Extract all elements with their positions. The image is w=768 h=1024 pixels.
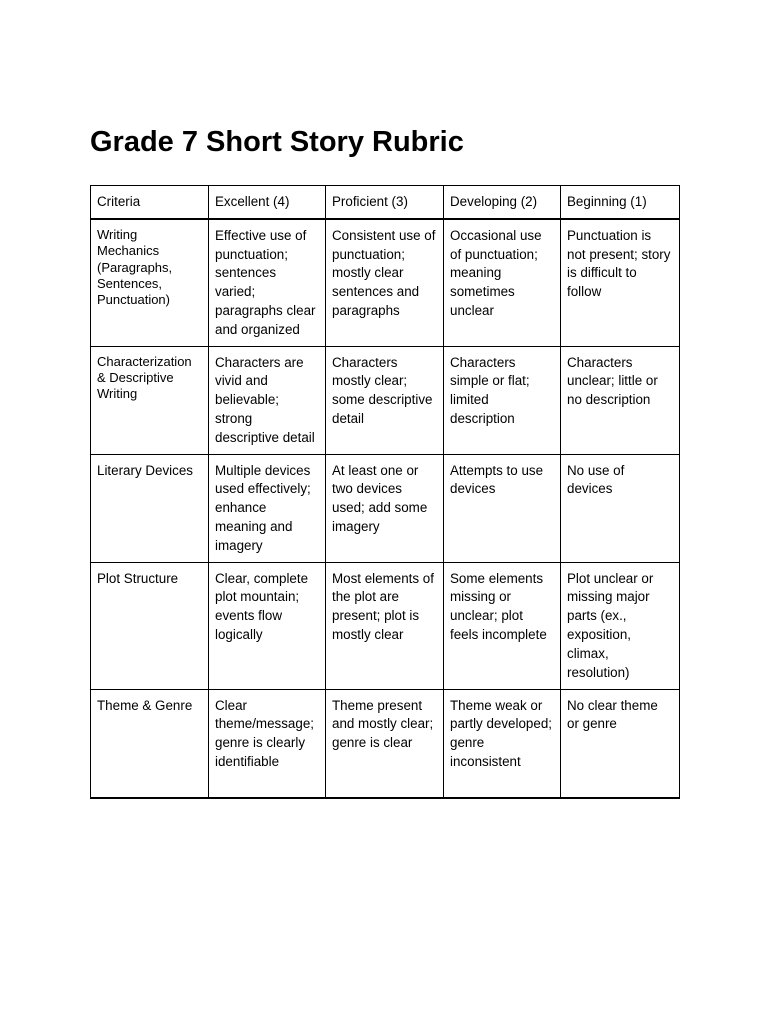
- header-developing: Developing (2): [444, 186, 561, 219]
- beginning-cell: Plot unclear or missing major parts (ex., exposition, climax, resolution): [561, 562, 680, 689]
- header-proficient: Proficient (3): [326, 186, 444, 219]
- excellent-cell: Effective use of punctuation; sentences varied; paragraphs clear and organized: [209, 219, 326, 346]
- rubric-table: [90, 185, 680, 799]
- criteria-cell: Literary Devices: [91, 454, 209, 562]
- criteria-cell: Characterization & Descriptive Writing: [91, 346, 209, 454]
- page-title: Grade 7 Short Story Rubric: [90, 126, 464, 158]
- excellent-cell: Clear, complete plot mountain; events flow logically: [209, 562, 326, 689]
- developing-cell: Some elements missing or unclear; plot feels incomplete: [444, 562, 561, 689]
- developing-cell: Theme weak or partly developed; genre inconsistent: [444, 689, 561, 798]
- developing-cell: Attempts to use devices: [444, 454, 561, 562]
- developing-cell: Occasional use of punctuation; meaning sometimes unclear: [444, 219, 561, 346]
- beginning-cell: Characters unclear; little or no description: [561, 346, 680, 454]
- criteria-cell: Theme & Genre: [91, 689, 209, 798]
- header-criteria: Criteria: [91, 186, 209, 219]
- excellent-cell: Multiple devices used effectively; enhance meaning and imagery: [209, 454, 326, 562]
- proficient-cell: Characters mostly clear; some descriptive detail: [326, 346, 444, 454]
- header-excellent: Excellent (4): [209, 186, 326, 219]
- developing-cell: Characters simple or flat; limited description: [444, 346, 561, 454]
- proficient-cell: At least one or two devices used; add some imagery: [326, 454, 444, 562]
- table-row: [91, 562, 680, 689]
- criteria-cell: Plot Structure: [91, 562, 209, 689]
- beginning-cell: Punctuation is not present; story is difficult to follow: [561, 219, 680, 346]
- table-row: [91, 219, 680, 346]
- proficient-cell: Consistent use of punctuation; mostly clear sentences and paragraphs: [326, 219, 444, 346]
- criteria-cell: Writing Mechanics (Paragraphs, Sentences, Punctuation): [91, 219, 209, 346]
- excellent-cell: Characters are vivid and believable; strong descriptive detail: [209, 346, 326, 454]
- beginning-cell: No use of devices: [561, 454, 680, 562]
- beginning-cell: No clear theme or genre: [561, 689, 680, 798]
- table-row: [91, 689, 680, 798]
- header-beginning: Beginning (1): [561, 186, 680, 219]
- table-row: [91, 454, 680, 562]
- table-row: [91, 346, 680, 454]
- excellent-cell: Clear theme/message; genre is clearly identifiable: [209, 689, 326, 798]
- proficient-cell: Most elements of the plot are present; plot is mostly clear: [326, 562, 444, 689]
- proficient-cell: Theme present and mostly clear; genre is clear: [326, 689, 444, 798]
- header-row: [91, 186, 680, 219]
